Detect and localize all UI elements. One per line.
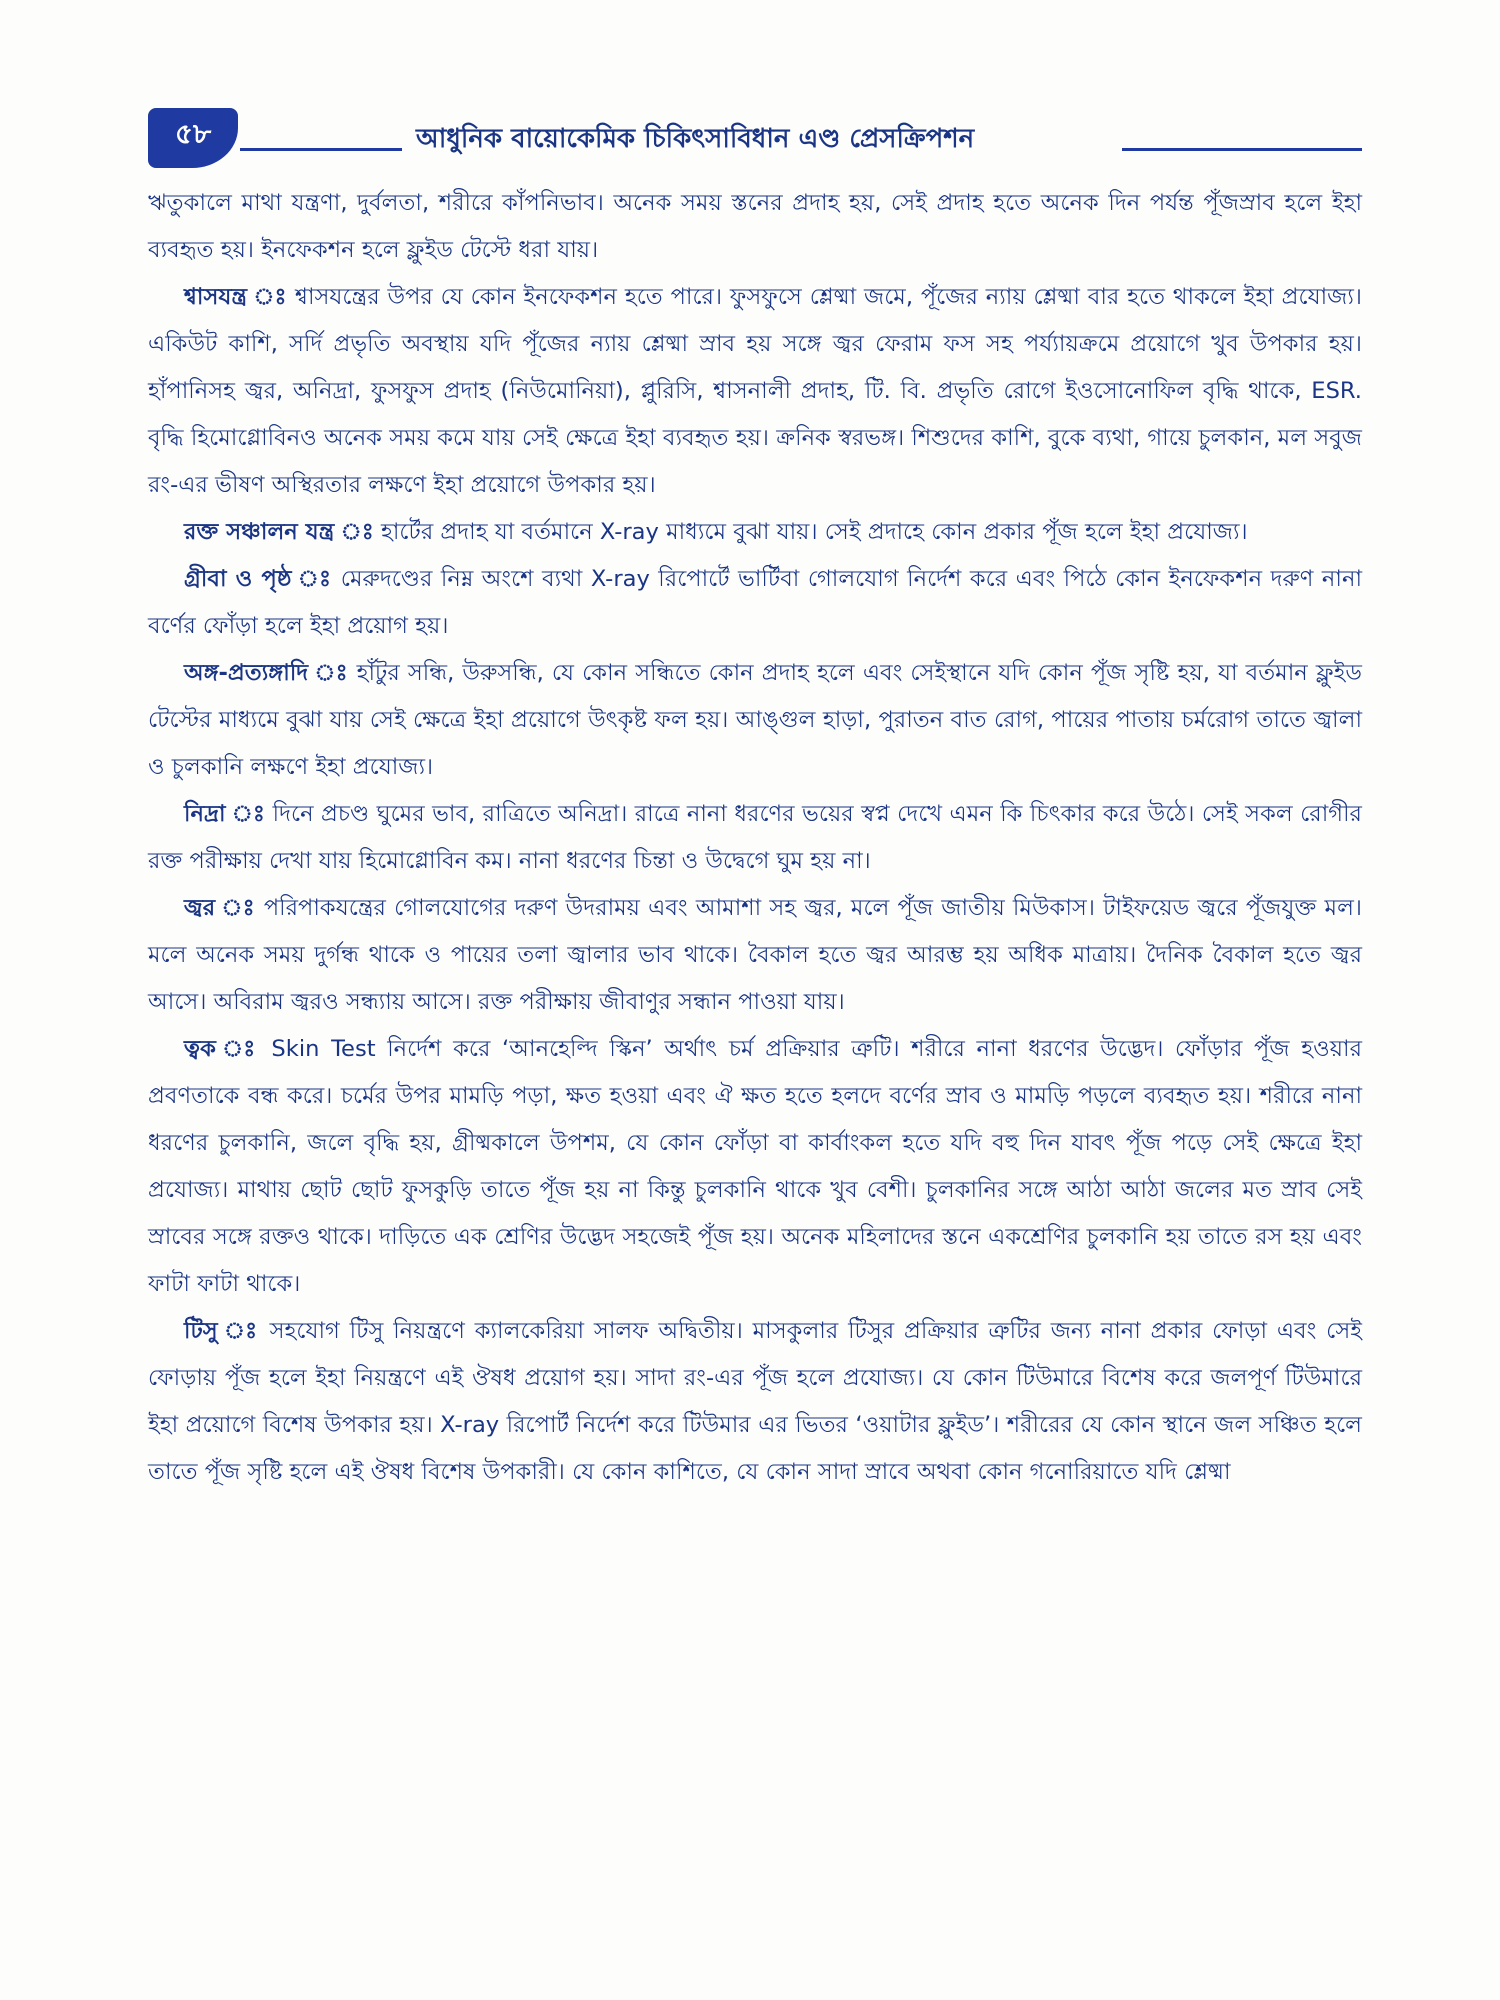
paragraph-text: ঋতুকালে মাথা যন্ত্রণা, দুর্বলতা, শরীরে কাঁপনিভাব। অনেক সময় স্তনের প্রদাহ হয়, সেই প্রদাহ হতে অনেক দিন পর্যন্ত পূঁজস্রাব হলে ইহা ব্যবহৃত হয়। ইনফেকশন হলে ফ্লুইড টেস্টে ধরা যায়। — [148, 190, 1362, 263]
section-heading: ত্বক ঃ — [184, 1036, 260, 1062]
paragraph-text: Skin Test নির্দেশ করে ‘আনহেল্দি স্কিন’ অর্থাৎ চর্ম প্রক্রিয়ার ত্রুটি। শরীরে নানা ধরণের উদ্ভেদ। ফোঁড়ার পূঁজ হওয়ার প্রবণতাকে বন্ধ করে। চর্মের উপর মামড়ি পড়া, ক্ষত হওয়া এবং ঐ ক্ষত হতে হলদে বর্ণের স্রাব ও মামড়ি পড়লে ব্যবহৃত হয়। শরীরে নানা ধরণের চুলকানি, জলে বৃদ্ধি হয়, গ্রীষ্মকালে উপশম, যে কোন ফোঁড়া বা কার্বাংকল হতে যদি বহু দিন যাবৎ পূঁজ পড়ে সেই ক্ষেত্রে ইহা প্রযোজ্য। মাথায় ছোট ছোট ফুসকুড়ি তাতে পূঁজ হয় না কিন্তু চুলকানি থাকে খুব বেশী। চুলকানির সঙ্গে আঠা আঠা জলের মত স্রাব সেই স্রাবের সঙ্গে রক্তও থাকে। দাড়িতে এক শ্রেণির উদ্ভেদ সহজেই পূঁজ হয়। অনেক মহিলাদের স্তনে একশ্রেণির চুলকানি হয় তাতে রস হয় এবং ফাটা ফাটা থাকে। — [148, 1036, 1362, 1297]
page-number: ৫৮ — [174, 116, 212, 150]
paragraph-skin — [148, 1026, 1362, 1308]
page-number-badge — [148, 108, 238, 168]
running-title: আধুনিক বায়োকেমিক চিকিৎসাবিধান এণ্ড প্রেসক্রিপশন — [416, 124, 975, 154]
paragraph-tissue — [148, 1308, 1362, 1496]
page-header — [148, 108, 1362, 170]
section-heading: গ্রীবা ও পৃষ্ঠ ঃ — [184, 566, 333, 592]
paragraph-text: শ্বাসযন্ত্রের উপর যে কোন ইনফেকশন হতে পারে। ফুসফুসে শ্লেষ্মা জমে, পূঁজের ন্যায় শ্লেষ্মা বার হতে থাকলে ইহা প্রযোজ্য। একিউট কাশি, সর্দি প্রভৃতি অবস্থায় যদি পূঁজের ন্যায় শ্লেষ্মা স্রাব হয় সঙ্গে জ্বর ফেরাম ফস সহ পর্য্যায়ক্রমে প্রয়োগে খুব উপকার হয়। হাঁপানিসহ জ্বর, অনিদ্রা, ফুসফুস প্রদাহ (নিউমোনিয়া), প্লুরিসি, শ্বাসনালী প্রদাহ, টি. বি. প্রভৃতি রোগে ইওসোনোফিল বৃদ্ধি থাকে, ESR. বৃদ্ধি হিমোগ্লোবিনও অনেক সময় কমে যায় সেই ক্ষেত্রে ইহা ব্যবহৃত হয়। ক্রনিক স্বরভঙ্গ। শিশুদের কাশি, বুকে ব্যথা, গায়ে চুলকান, মল সবুজ রং-এর ভীষণ অস্থিরতার লক্ষণে ইহা প্রয়োগে উপকার হয়। — [148, 284, 1362, 498]
paragraph-continuation — [148, 180, 1362, 274]
paragraph-limbs — [148, 650, 1362, 791]
section-heading: জ্বর ঃ — [184, 895, 256, 921]
section-heading: শ্বাসযন্ত্র ঃ — [184, 284, 288, 310]
section-heading: রক্ত সঞ্চালন যন্ত্র ঃ — [184, 519, 374, 545]
paragraph-text: পরিপাকযন্ত্রের গোলযোগের দরুণ উদরাময় এবং আমাশা সহ জ্বর, মলে পূঁজ জাতীয় মিউকাস। টাইফয়েড জ্বরে পূঁজযুক্ত মল। মলে অনেক সময় দুর্গন্ধ থাকে ও পায়ের তলা জ্বালার ভাব থাকে। বৈকাল হতে জ্বর আরম্ভ হয় অধিক মাত্রায়। দৈনিক বৈকাল হতে জ্বর আসে। অবিরাম জ্বরও সন্ধ্যায় আসে। রক্ত পরীক্ষায় জীবাণুর সন্ধান পাওয়া যায়। — [148, 895, 1362, 1015]
section-heading: নিদ্রা ঃ — [184, 801, 266, 827]
header-rule-left — [240, 148, 402, 151]
body-text — [148, 180, 1362, 1496]
header-rule-right — [1122, 148, 1362, 151]
section-heading: টিসু ঃ — [184, 1318, 260, 1344]
paragraph-text: মেরুদণ্ডের নিম্ন অংশে ব্যথা X-ray রিপোর্টে ভার্টিবা গোলযোগ নির্দেশ করে এবং পিঠে কোন ইনফেকশন দরুণ নানা বর্ণের ফোঁড়া হলে ইহা প্রয়োগ হয়। — [148, 566, 1363, 639]
section-heading: অঙ্গ-প্রত্যঙ্গাদি ঃ — [184, 660, 349, 686]
paragraph-text: হাঁটুর সন্ধি, উরুসন্ধি, যে কোন সন্ধিতে কোন প্রদাহ হলে এবং সেইস্থানে যদি কোন পূঁজ সৃষ্টি হয়, যা বর্তমান ফ্লুইড টেস্টের মাধ্যমে বুঝা যায় সেই ক্ষেত্রে ইহা প্রয়োগে উৎকৃষ্ট ফল হয়। আঙ্গুল হাড়া, পুরাতন বাত রোগ, পায়ের পাতায় চর্মরোগ তাতে জ্বালা ও চুলকানি লক্ষণে ইহা প্রযোজ্য। — [148, 660, 1362, 780]
paragraph-sleep — [148, 791, 1362, 885]
paragraph-neck-back — [148, 556, 1362, 650]
paragraph-respiratory — [148, 274, 1362, 509]
paragraph-text: সহযোগ টিসু নিয়ন্ত্রণে ক্যালকেরিয়া সালফ অদ্বিতীয়। মাসকুলার টিসুর প্রক্রিয়ার ত্রুটির জন্য নানা প্রকার ফোড়া এবং সেই ফোড়ায় পূঁজ হলে ইহা নিয়ন্ত্রণে এই ঔষধ প্রয়োগ হয়। সাদা রং-এর পূঁজ হলে প্রযোজ্য। যে কোন টিউমারে বিশেষ করে জলপূর্ণ টিউমারে ইহা প্রয়োগে বিশেষ উপকার হয়। X-ray রিপোর্ট নির্দেশ করে টিউমার এর ভিতর ‘ওয়াটার ফ্লুইড’। শরীরের যে কোন স্থানে জল সঞ্চিত হলে তাতে পূঁজ সৃষ্টি হলে এই ঔষধ বিশেষ উপকারী। যে কোন কাশিতে, যে কোন সাদা স্রাবে অথবা কোন গনোরিয়াতে যদি শ্লেষ্মা — [148, 1318, 1362, 1485]
paragraph-fever — [148, 885, 1362, 1026]
paragraph-text: দিনে প্রচণ্ড ঘুমের ভাব, রাত্রিতে অনিদ্রা। রাত্রে নানা ধরণের ভয়ের স্বপ্ন দেখে এমন কি চিৎকার করে উঠে। সেই সকল রোগীর রক্ত পরীক্ষায় দেখা যায় হিমোগ্লোবিন কম। নানা ধরণের চিন্তা ও উদ্বেগে ঘুম হয় না। — [148, 801, 1362, 874]
paragraph-circulatory — [148, 509, 1362, 556]
paragraph-text: হার্টের প্রদাহ যা বর্তমানে X-ray মাধ্যমে বুঝা যায়। সেই প্রদাহে কোন প্রকার পূঁজ হলে ইহা প্রযোজ্য। — [373, 519, 1248, 545]
